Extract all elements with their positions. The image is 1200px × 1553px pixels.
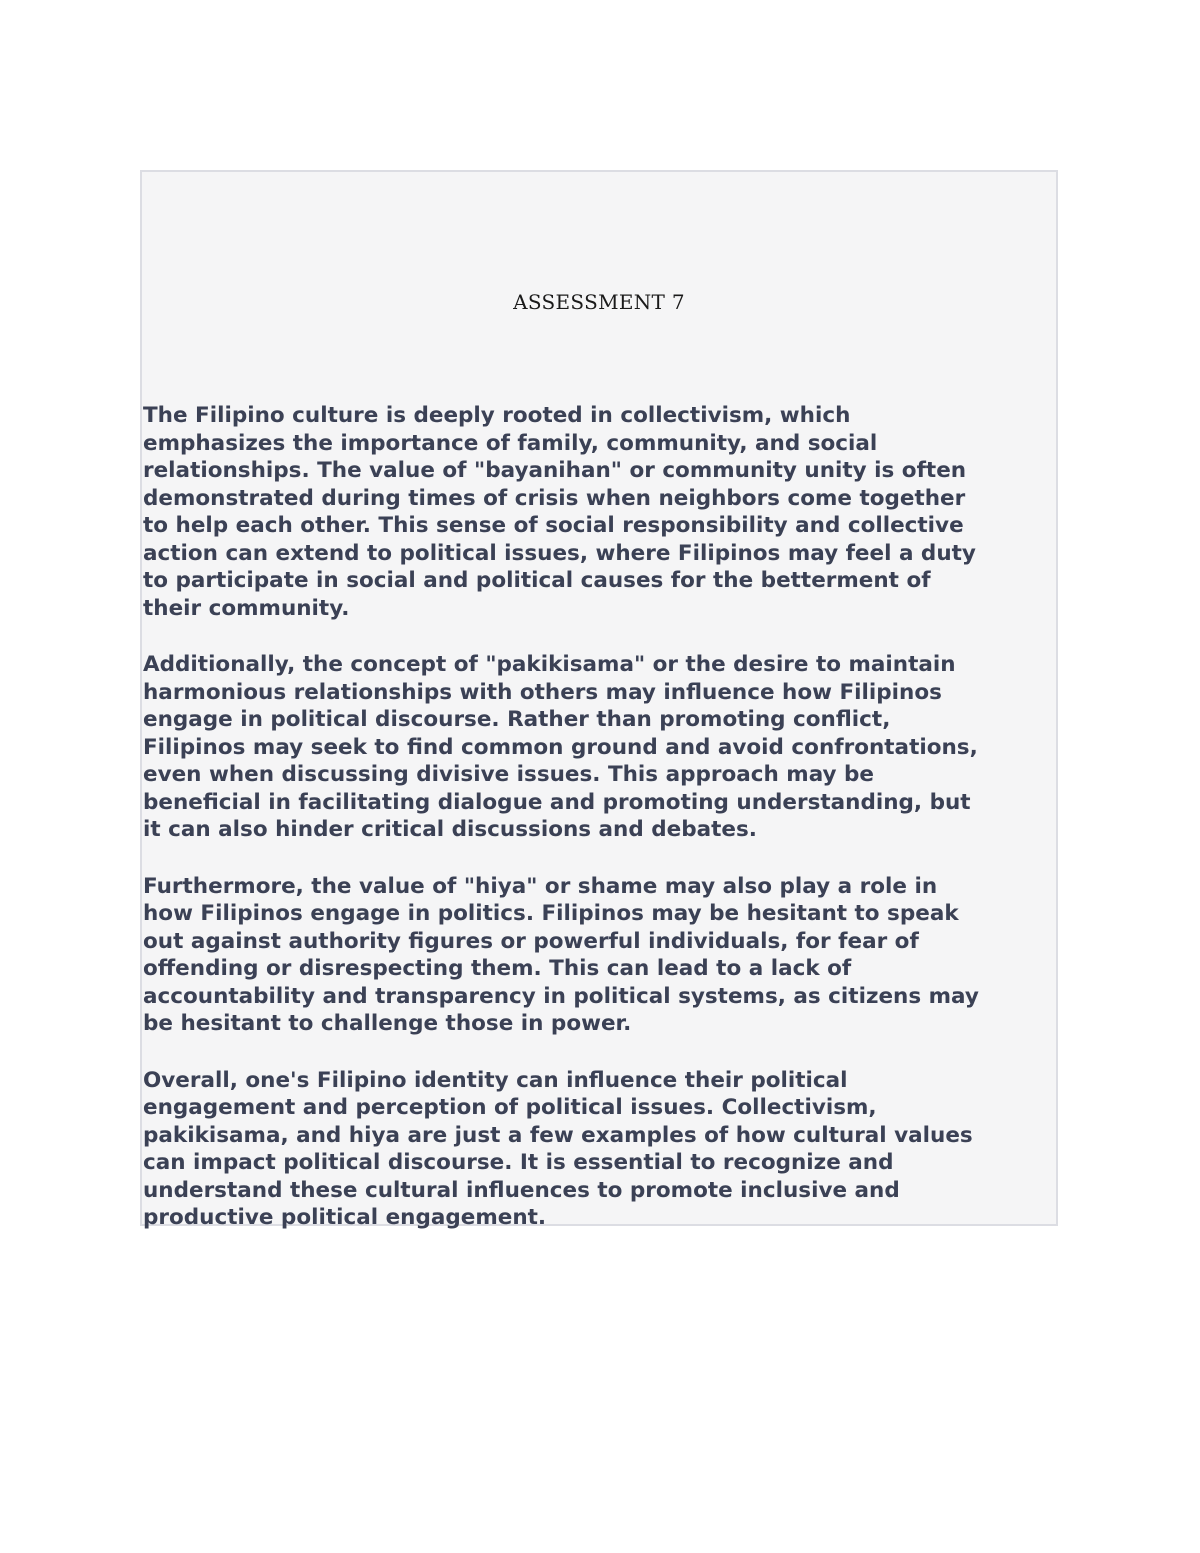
paragraph-line: be hesitant to challenge those in power.	[143, 1011, 632, 1036]
paragraph-line: understand these cultural influences to promote inclusive and	[143, 1177, 900, 1203]
paragraph-conclusion	[143, 1067, 1061, 1232]
paragraph-line: out against authority figures or powerful individuals, for fear of	[143, 928, 919, 954]
paragraph-line: their community.	[143, 595, 350, 621]
paragraph-hiya	[143, 873, 1061, 1038]
paragraph-line: action can extend to political issues, where Filipinos may feel a duty	[143, 540, 976, 566]
document-body	[143, 402, 1061, 1261]
paragraph-line: The Filipino culture is deeply rooted in collectivism, which	[143, 403, 851, 428]
paragraph-line: accountability and transparency in political systems, as citizens may	[143, 983, 979, 1009]
paragraph-line: engage in political discourse. Rather than promoting conflict,	[143, 707, 891, 732]
document-title: ASSESSMENT 7	[513, 290, 685, 314]
paragraph-line: to participate in social and political causes for the betterment of	[143, 568, 931, 593]
paragraph-line: can impact political discourse. It is essential to recognize and	[143, 1150, 894, 1175]
paragraph-line: offending or disrespecting them. This can lead to a lack of	[143, 956, 852, 981]
paragraph-line: even when discussing divisive issues. This approach may be	[143, 762, 875, 787]
paragraph-line: engagement and perception of political issues. Collectivism,	[143, 1095, 877, 1120]
paragraph-line: to help each other. This sense of social responsibility and collective	[143, 513, 964, 538]
paragraph-line: demonstrated during times of crisis when neighbors come together	[143, 485, 966, 511]
paragraph-line: harmonious relationships with others may influence how Filipinos	[143, 679, 942, 705]
paragraph-line: pakikisama, and hiya are just a few examples of how cultural values	[143, 1122, 973, 1148]
paragraph-line: Furthermore, the value of "hiya" or shame may also play a role in	[143, 873, 938, 899]
paragraph-line: how Filipinos engage in politics. Filipinos may be hesitant to speak	[143, 901, 959, 926]
paragraph-pakikisama	[143, 651, 1061, 844]
document-box	[140, 170, 1058, 1230]
paragraph-line: productive political engagement.	[143, 1205, 547, 1230]
paragraph-line: it can also hinder critical discussions and debates.	[143, 817, 757, 842]
paragraph-line: Filipinos may seek to find common ground and avoid confrontations,	[143, 734, 978, 760]
paragraph-line: Overall, one's Filipino identity can influence their political	[143, 1067, 848, 1093]
paragraph-line: beneficial in facilitating dialogue and promoting understanding, but	[143, 789, 971, 815]
paragraph-collectivism	[143, 402, 1061, 622]
paragraph-line: Additionally, the concept of "pakikisama" or the desire to maintain	[143, 652, 956, 677]
paragraph-line: relationships. The value of "bayanihan" or community unity is often	[143, 458, 967, 483]
paragraph-line: emphasizes the importance of family, community, and social	[143, 430, 878, 456]
